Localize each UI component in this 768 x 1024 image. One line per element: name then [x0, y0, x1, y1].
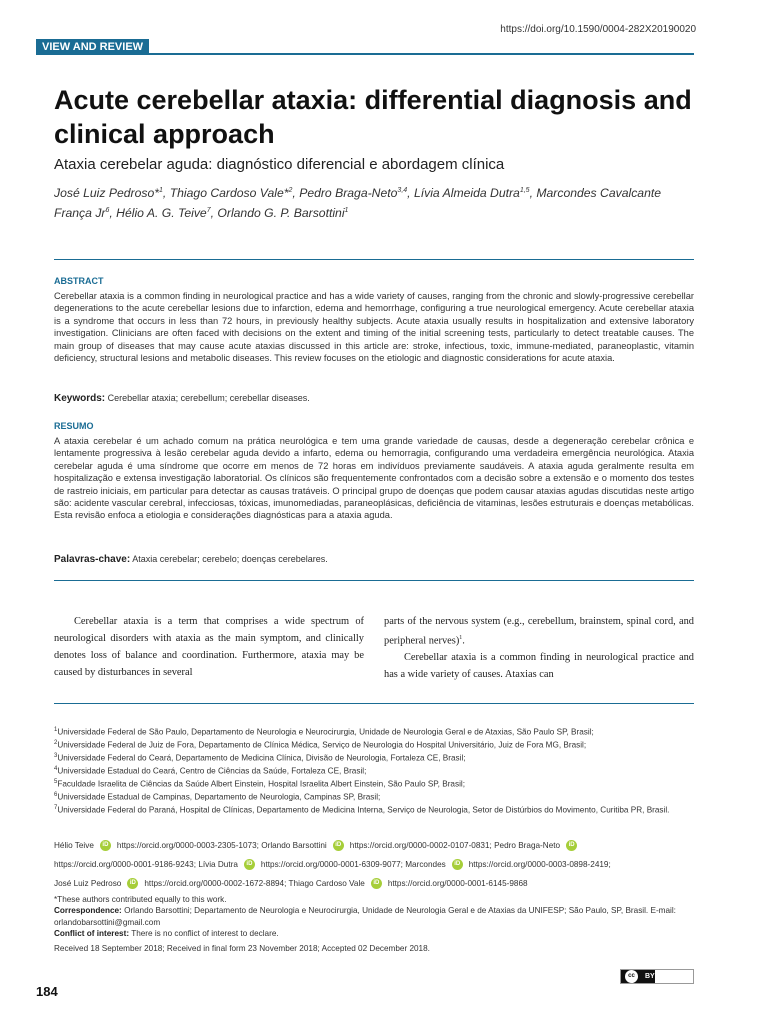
- orcid-icon[interactable]: iD: [333, 840, 344, 851]
- affiliation: $^5$Faculdade Israelita de Ciências da Saúde Albert Einstein, Hospital Israelita Albert Einstein, São Paulo SP, Brasil;: [54, 779, 465, 789]
- keywords: [54, 393, 694, 404]
- author-name: Lívia Almeida Dutra$^{1,5}$: [413, 186, 530, 201]
- keywords-label: Keywords:: [54, 393, 106, 404]
- resumo-text: A ataxia cerebelar é um achado comum na prática neurológica e tem uma grande variedade de causas, desde a degeneração cerebelar crônica e lentamente progressiva à lesão cerebelar aguda devido a infarto, edema ou hemorragia, configurando uma verdadeira emergência neurológica. Ataxia cerebelar aguda é uma síndrome que ocorre em menos de 72 horas em indivíduos previamente saudáveis. A ataxia aguda geralmente resulta em hospitalização e extensa investigação laboratorial. Os clínicos são frequentemente confrontados com a decisão sobre a extensão e o momento dos testes de rastreio iniciais, em particular para detectar as causas tratáveis. O principal grupo de doenças que podem causar ataxias agudas discutidas neste artigo são: acidente vascular cerebral, infecciosas, tóxicas, imunomediadas, paraneoplásicas, deficiência de vitaminas, lesões estruturais e doenças metabólicas. Esta revisão enfoca a etiologia e considerações diagnósticas para a ataxia aguda.: [54, 436, 694, 521]
- divider: [54, 703, 694, 704]
- affiliations: [54, 725, 694, 816]
- orcid-line: José Luiz Pedroso iD https://orcid.org/0000-0002-1672-8894; Thiago Cardoso Vale iD https://orcid.org/0000-0001-6145-9868: [54, 879, 528, 888]
- body-paragraph: Cerebellar ataxia is a term that comprises a wide spectrum of neurological disorders with ataxia as the main symptom, and clinically denotes loss of balance and coordination. Furthermore, ataxia may be caused by disturbances in several: [54, 616, 364, 678]
- orcid-author-name: Hélio Teive: [54, 841, 94, 850]
- footnotes: [54, 894, 694, 954]
- orcid-link[interactable]: https://orcid.org/0000-0001-9186-9243: [54, 860, 194, 869]
- section-tag: [36, 37, 694, 55]
- cc-icon: cc: [625, 970, 638, 983]
- article-title: Acute cerebellar ataxia: differential diagnosis and clinical approach: [54, 85, 692, 149]
- abstract-label: ABSTRACT: [54, 276, 104, 286]
- cc-license-badge[interactable]: [620, 969, 694, 984]
- author-name: Pedro Braga-Neto$^{3,4}$: [299, 186, 408, 201]
- divider: [54, 259, 694, 260]
- divider: [54, 580, 694, 581]
- author-list: José Luiz Pedroso*$^1$, Thiago Cardoso Vale*$^2$, Pedro Braga-Neto$^{3,4}$, Lívia Almeida Dutra$^{1,5}$, Marcondes Cavalcante França Jr$^6$, Hélio A. G. Teive$^7$, Orlando G. P. Barsottini$^1$: [54, 186, 662, 221]
- orcid-link[interactable]: https://orcid.org/0000-0001-6145-9868: [387, 879, 528, 888]
- orcid-link[interactable]: https://orcid.org/0000-0001-6309-9077: [260, 860, 401, 869]
- orcid-line: https://orcid.org/0000-0001-9186-9243; Lívia Dutra iD https://orcid.org/0000-0001-6309-9077; Marcondes iD https://orcid.org/0000-0003-0898-2419;: [54, 860, 611, 869]
- orcid-icon[interactable]: iD: [371, 878, 382, 889]
- orcid-icon[interactable]: iD: [244, 859, 255, 870]
- orcid-link[interactable]: https://orcid.org/0000-0003-2305-1073: [116, 841, 257, 850]
- orcid-link[interactable]: https://orcid.org/0000-0002-1672-8894: [144, 879, 285, 888]
- author-name: Thiago Cardoso Vale*$^2$: [169, 186, 293, 201]
- orcid-list: [54, 836, 694, 893]
- orcid-author-name: Thiago Cardoso Vale: [288, 879, 365, 888]
- cc-by-label: BY: [645, 973, 655, 980]
- affiliation: $^3$Universidade Federal do Ceará, Departamento de Medicina Clínica, Divisão de Neurologia, Fortaleza CE, Brasil;: [54, 753, 466, 763]
- orcid-icon[interactable]: iD: [566, 840, 577, 851]
- affiliation: $^1$Universidade Federal de São Paulo, Departamento de Neurologia e Neurocirurgia, Unidade de Neurologia Geral e de Ataxias, São Paulo SP, Brasil;: [54, 727, 594, 737]
- orcid-author-name: Marcondes: [405, 860, 446, 869]
- received-dates: Received 18 September 2018; Received in final form 23 November 2018; Accepted 02 December 2018.: [54, 944, 430, 954]
- orcid-author-name: Lívia Dutra: [198, 860, 238, 869]
- author-name: Hélio A. G. Teive$^7$: [116, 206, 211, 221]
- body-paragraph: parts of the nervous system (e.g., cerebellum, brainstem, spinal cord, and peripheral nerves)$^1$.: [384, 616, 694, 647]
- section-label: VIEW AND REVIEW: [36, 39, 149, 55]
- orcid-author-name: José Luiz Pedroso: [54, 879, 122, 888]
- author-name: Marcondes Cavalcante França Jr$^6$: [54, 186, 662, 221]
- orcid-link[interactable]: https://orcid.org/0000-0003-0898-2419: [468, 860, 609, 869]
- palavras-chave-value: Ataxia cerebelar; cerebelo; doenças cerebelares.: [132, 554, 328, 564]
- equal-contribution-note: *These authors contributed equally to this work.: [54, 895, 227, 904]
- page-number: 184: [36, 984, 58, 999]
- keywords-value: Cerebellar ataxia; cerebellum; cerebellar diseases.: [107, 393, 310, 403]
- palavras-chave-label: Palavras-chave:: [54, 554, 131, 565]
- body-column-1: [54, 613, 364, 681]
- affiliation: $^4$Universidade Estadual do Ceará, Centro de Ciências da Saúde, Fortaleza CE, Brasil;: [54, 766, 367, 776]
- correspondence: Correspondence: Orlando Barsottini; Departamento de Neurologia e Neurocirurgia, Unidade de Neurologia Geral e de Ataxias da UNIFESP; São Paulo, SP, Brasil. E-mail: orlandobarsottini@gmail.com: [54, 906, 676, 927]
- orcid-icon[interactable]: iD: [452, 859, 463, 870]
- orcid-link[interactable]: https://orcid.org/0000-0002-0107-0831: [349, 841, 490, 850]
- affiliation: $^2$Universidade Federal de Juiz de Fora, Departamento de Clínica Médica, Serviço de Neurologia do Hospital Universitário, Juiz de Fora MG, Brasil;: [54, 740, 587, 750]
- orcid-author-name: Pedro Braga-Neto: [494, 841, 561, 850]
- resumo-label: RESUMO: [54, 421, 94, 431]
- abstract-text: Cerebellar ataxia is a common finding in neurological practice and has a wide variety of causes, ranging from the chronic and slowly-progressive cerebellar degenerations to the acute cerebellar lesions due to infarction, edema and hemorrhage, configuring a true neurological emergency. Acute cerebellar ataxia is a syndrome that occurs in less than 72 hours, in previously healthy subjects. Acute ataxia usually results in hospitalization and extensive laboratory investigation. Clinicians are often faced with decisions on the extent and timing of the initial screening tests, particularly to detect treatable causes. The main group of diseases that may cause acute ataxias discussed in this article are: stroke, infectious, toxic, immune-mediated, paraneoplastic, vitamin deficiency, structural lesions and metabolic diseases. This review focuses on the etiologic and diagnostic considerations for acute ataxia.: [54, 291, 694, 364]
- orcid-icon[interactable]: iD: [100, 840, 111, 851]
- doi-link[interactable]: https://doi.org/10.1590/0004-282X20190020: [500, 24, 696, 35]
- article-subtitle: Ataxia cerebelar aguda: diagnóstico diferencial e abordagem clínica: [54, 156, 505, 173]
- affiliation: $^7$Universidade Federal do Paraná, Hospital de Clínicas, Departamento de Medicina Interna, Serviço de Neurologia, Setor de Distúrbios do Movimento, Curitiba PR, Brasil.: [54, 805, 670, 815]
- author-name: José Luiz Pedroso*$^1$: [54, 186, 163, 201]
- orcid-author-name: Orlando Barsottini: [261, 841, 327, 850]
- orcid-icon[interactable]: iD: [127, 878, 138, 889]
- affiliation: $^6$Universidade Estadual de Campinas, Departamento de Neurologia, Campinas SP, Brasil;: [54, 792, 381, 802]
- author-name: Orlando G. P. Barsottini$^1$: [217, 206, 349, 221]
- body-paragraph: Cerebellar ataxia is a common finding in neurological practice and has a wide variety of causes. Ataxias can: [384, 652, 694, 681]
- palavras-chave: [54, 554, 694, 565]
- body-column-2: [384, 613, 694, 683]
- orcid-line: Hélio Teive iD https://orcid.org/0000-0003-2305-1073; Orlando Barsottini iD https://orcid.org/0000-0002-0107-0831; Pedro Braga-Neto iD: [54, 836, 694, 855]
- conflict-of-interest: Conflict of interest: There is no conflict of interest to declare.: [54, 928, 279, 938]
